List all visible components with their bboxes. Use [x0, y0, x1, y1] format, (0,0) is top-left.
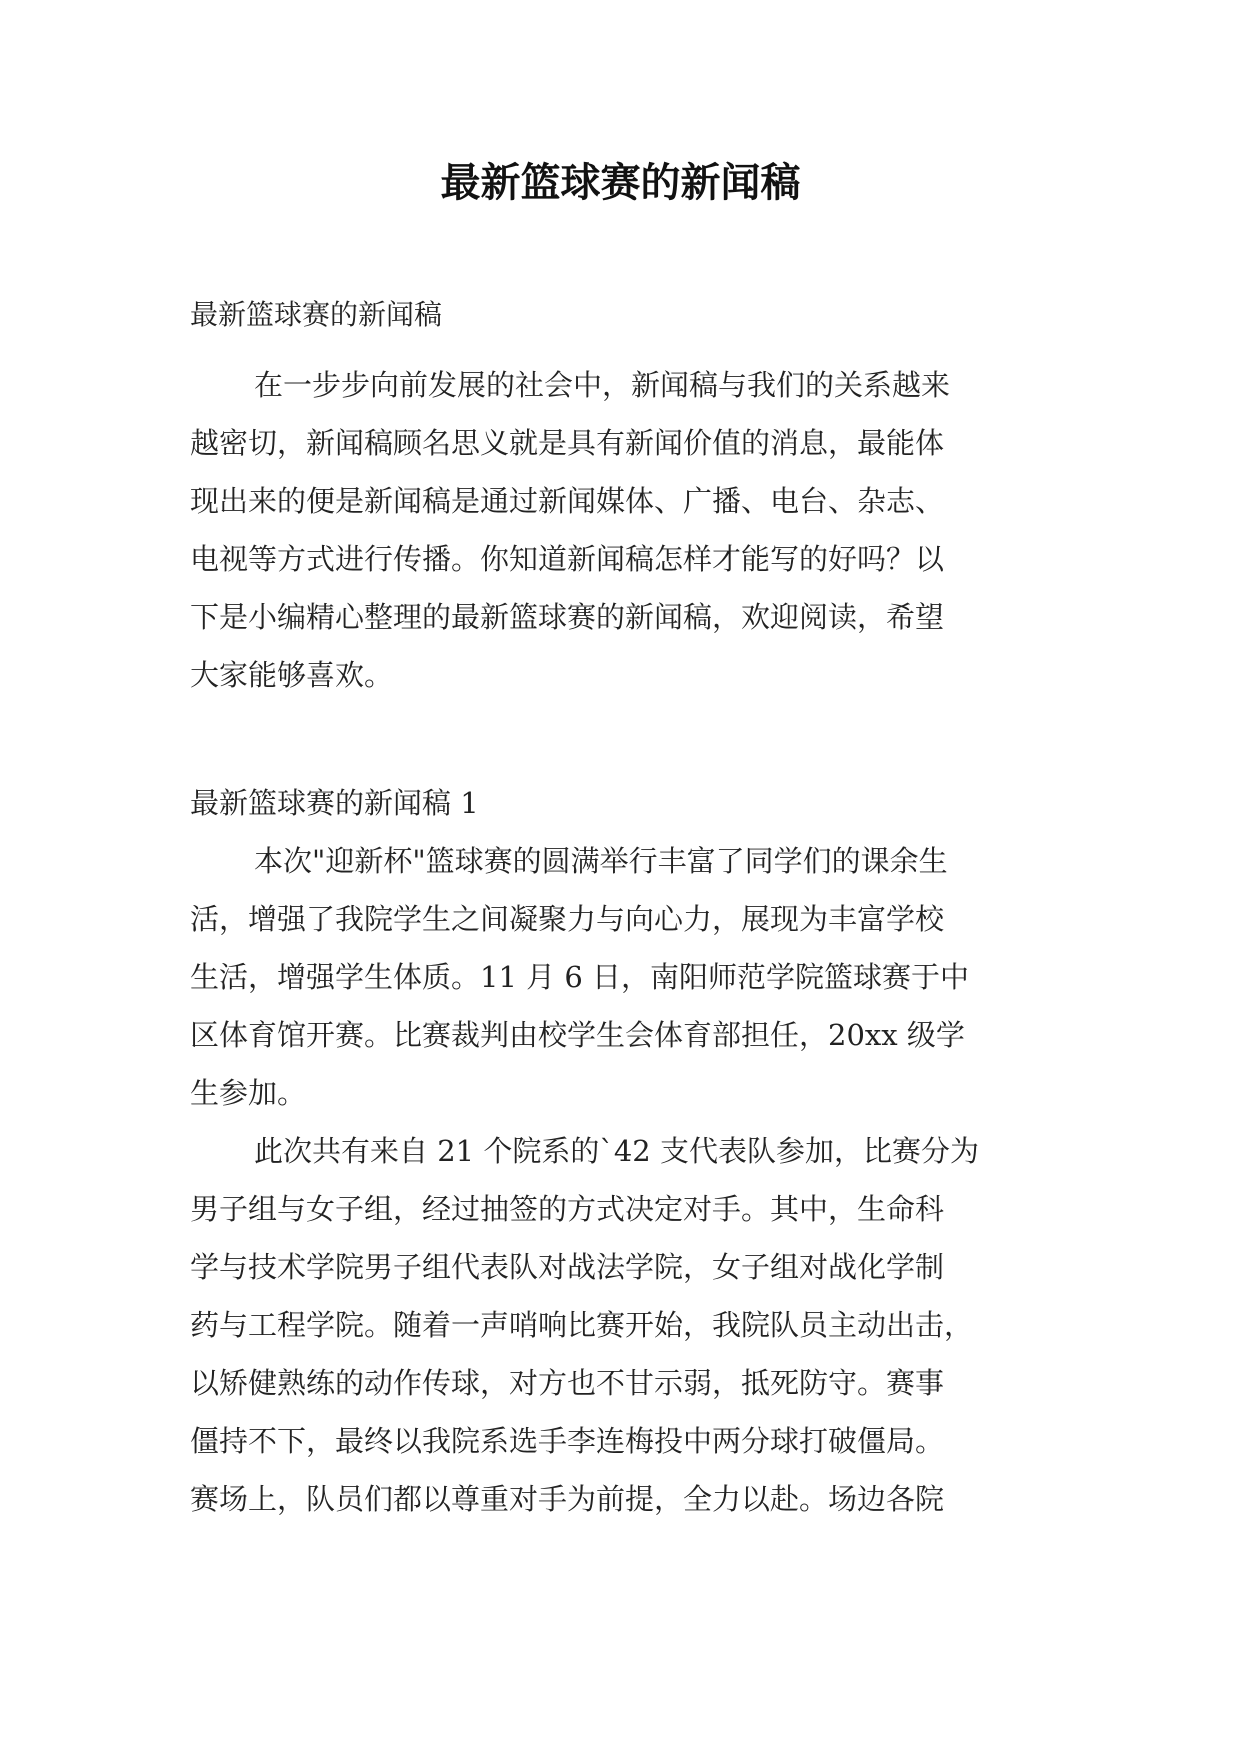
paragraph-line: 在一步步向前发展的社会中，新闻稿与我们的关系越来: [254, 368, 951, 402]
paragraph-line: 区体育馆开赛。比赛裁判由校学生会体育部担任，20xx 级学: [190, 1018, 965, 1052]
section-paragraph-2: [190, 1122, 979, 1528]
paragraph-line: 以矫健熟练的动作传球，对方也不甘示弱，抵死防守。赛事: [190, 1366, 945, 1400]
paragraph-line: 生参加。: [190, 1076, 307, 1110]
section-paragraph-1: [190, 832, 969, 1122]
paragraph-line: 赛场上，队员们都以尊重对手为前提，全力以赴。场边各院: [190, 1482, 945, 1516]
paragraph-line: 越密切，新闻稿顾名思义就是具有新闻价值的消息，最能体: [190, 426, 945, 460]
paragraph-line: 此次共有来自 21 个院系的`42 支代表队参加，比赛分为: [254, 1134, 979, 1168]
paragraph-line: 下是小编精心整理的最新篮球赛的新闻稿，欢迎阅读，希望: [190, 600, 945, 634]
paragraph-line: 僵持不下，最终以我院系选手李连梅投中两分球打破僵局。: [190, 1424, 945, 1458]
paragraph-line: 男子组与女子组，经过抽签的方式决定对手。其中，生命科: [190, 1192, 945, 1226]
paragraph-line: 药与工程学院。随着一声哨响比赛开始，我院队员主动出击，: [190, 1308, 974, 1342]
paragraph-line: 本次"迎新杯"篮球赛的圆满举行丰富了同学们的课余生: [254, 844, 948, 878]
paragraph-line: 活，增强了我院学生之间凝聚力与向心力，展现为丰富学校: [190, 902, 945, 936]
section-heading: 最新篮球赛的新闻稿 1: [190, 786, 479, 820]
paragraph-line: 生活，增强学生体质。11 月 6 日，南阳师范学院篮球赛于中: [190, 960, 970, 994]
paragraph-line: 电视等方式进行传播。你知道新闻稿怎样才能写的好吗？以: [190, 542, 945, 576]
document-title: 最新篮球赛的新闻稿: [440, 159, 801, 206]
document-subtitle: 最新篮球赛的新闻稿: [190, 298, 443, 331]
intro-paragraph: [190, 356, 950, 704]
paragraph-line: 大家能够喜欢。: [190, 658, 394, 692]
paragraph-line: 现出来的便是新闻稿是通过新闻媒体、广播、电台、杂志、: [190, 484, 945, 518]
paragraph-line: 学与技术学院男子组代表队对战法学院，女子组对战化学制: [190, 1250, 945, 1284]
